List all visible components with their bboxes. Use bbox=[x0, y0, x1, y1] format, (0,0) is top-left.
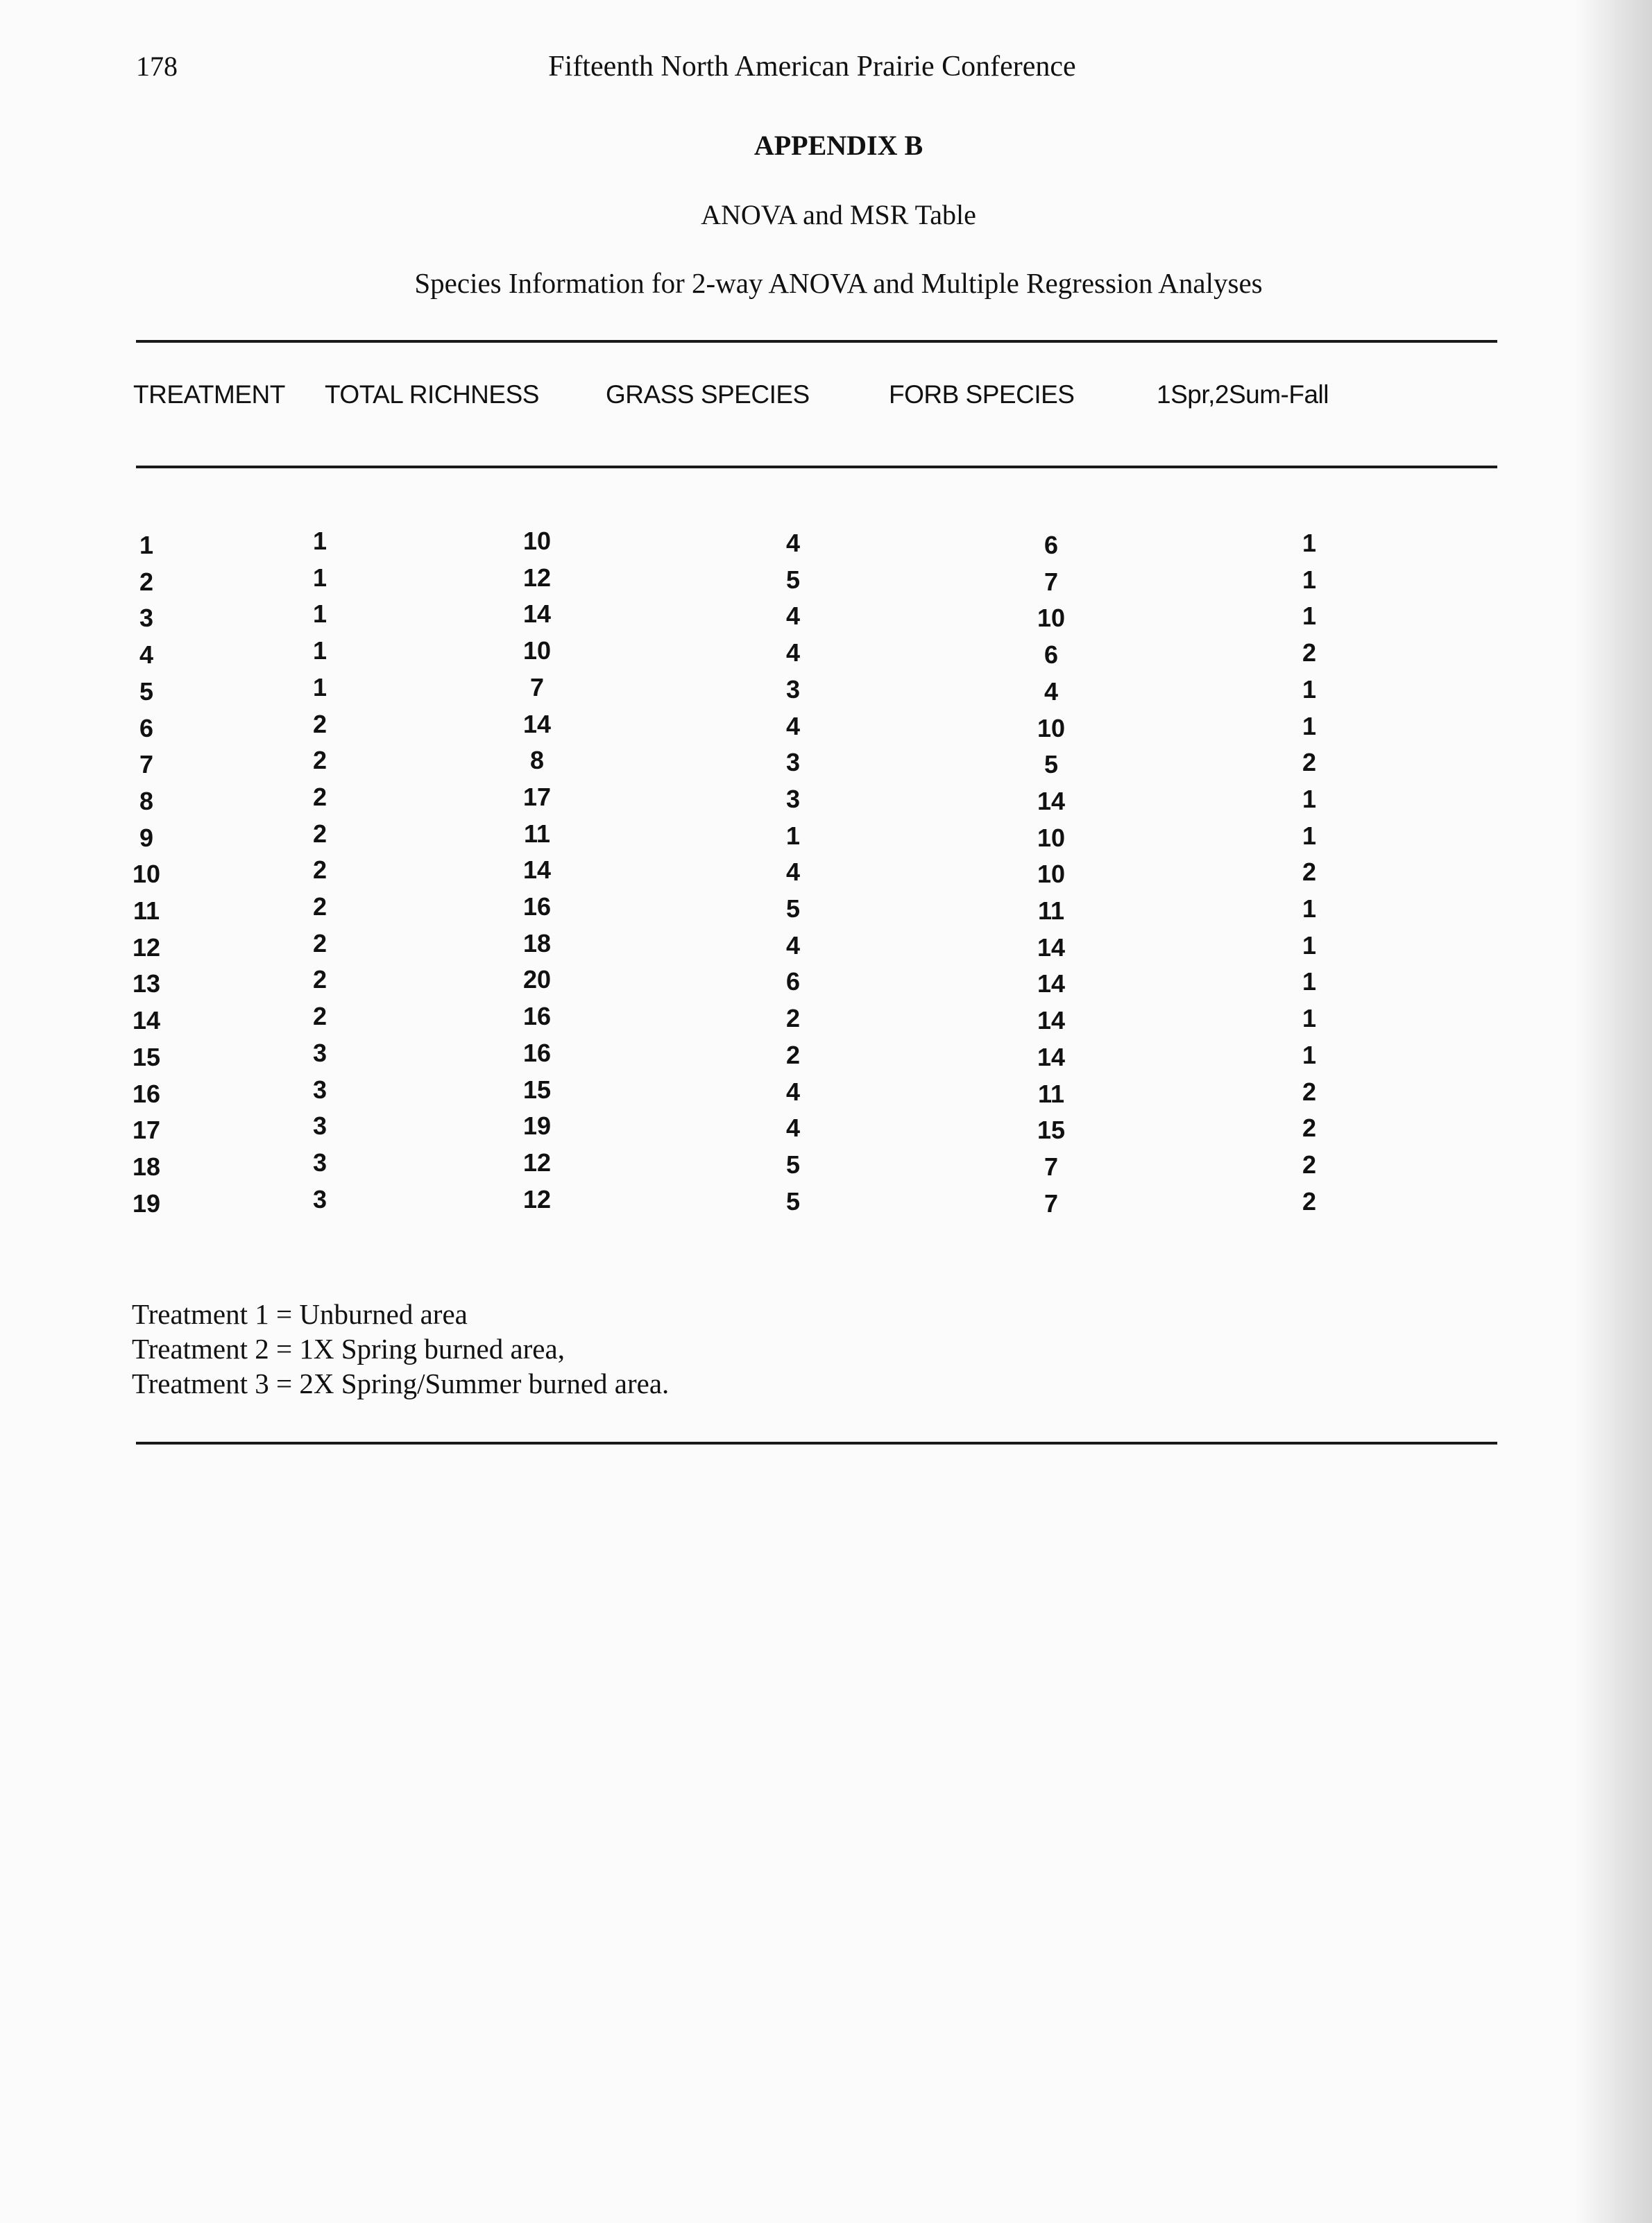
table-cell: 14 bbox=[1037, 932, 1066, 962]
table-cell: 12 bbox=[132, 932, 161, 962]
table-cell: 1 bbox=[312, 672, 327, 701]
table-cell: 1 bbox=[1302, 894, 1317, 923]
table-cell: 14 bbox=[1037, 786, 1066, 815]
table-cell: 4 bbox=[785, 1077, 801, 1106]
table-cell: 1 bbox=[1302, 565, 1317, 594]
table-cell: 17 bbox=[132, 1116, 161, 1145]
table-cell: 3 bbox=[312, 1148, 327, 1177]
table-cell: 15 bbox=[1037, 1116, 1066, 1145]
table-cell: 1 bbox=[785, 821, 801, 850]
table-cell: 1 bbox=[1302, 674, 1317, 704]
table-cell: 4 bbox=[139, 640, 154, 670]
table-cell: 2 bbox=[312, 819, 327, 848]
table-cell: 2 bbox=[1302, 1186, 1317, 1216]
table-cell: 3 bbox=[312, 1184, 327, 1213]
table-cell: 10 bbox=[1037, 823, 1066, 852]
table-cell: 2 bbox=[785, 1004, 801, 1033]
table-cell: 5 bbox=[139, 676, 154, 706]
column-header-treatment: TREATMENT bbox=[133, 380, 285, 409]
table-cell: 16 bbox=[522, 892, 552, 921]
treatment-note-2: Treatment 2 = 1X Spring burned area, bbox=[132, 1333, 565, 1365]
table-cell: 14 bbox=[522, 855, 552, 885]
table-cell: 1 bbox=[312, 636, 327, 665]
table-cell: 14 bbox=[1037, 969, 1066, 998]
table-subtitle: Species Information for 2-way ANOVA and Multiple Regression Analyses bbox=[414, 267, 1263, 299]
table-cell: 6 bbox=[139, 713, 154, 742]
table-cell: 2 bbox=[312, 892, 327, 921]
table-cell: 2 bbox=[1302, 748, 1317, 777]
table-cell: 1 bbox=[1302, 529, 1317, 557]
table-cell: 1 bbox=[139, 531, 154, 559]
column-header-grass-species: GRASS SPECIES bbox=[606, 380, 810, 409]
table-cell: 3 bbox=[139, 604, 154, 633]
table-cell: 2 bbox=[312, 855, 327, 885]
table-cell: 9 bbox=[139, 823, 154, 852]
table-cell: 3 bbox=[312, 1038, 327, 1067]
table-cell: 2 bbox=[312, 1002, 327, 1031]
table-cell: 4 bbox=[785, 930, 801, 960]
table-cell: 3 bbox=[312, 1075, 327, 1104]
table-cell: 3 bbox=[785, 784, 801, 813]
table-cell: 2 bbox=[1302, 638, 1317, 667]
table-bottom-rule bbox=[136, 1442, 1497, 1445]
table-cell: 1 bbox=[1302, 784, 1317, 813]
appendix-title: APPENDIX B bbox=[753, 130, 923, 161]
table-cell: 5 bbox=[785, 565, 801, 594]
table-cell: 2 bbox=[139, 567, 154, 596]
table-cell: 19 bbox=[132, 1189, 161, 1218]
table-cell: 16 bbox=[522, 1038, 552, 1067]
table-cell: 14 bbox=[1037, 1042, 1066, 1071]
page-edge-shadow bbox=[1576, 0, 1652, 2223]
table-cell: 10 bbox=[132, 860, 161, 889]
table-cell: 8 bbox=[529, 746, 545, 775]
table-cell: 2 bbox=[312, 928, 327, 957]
table-cell: 3 bbox=[785, 748, 801, 777]
table-cell: 2 bbox=[1302, 858, 1317, 887]
table-cell: 4 bbox=[785, 1114, 801, 1143]
table-cell: 12 bbox=[522, 563, 552, 592]
table-cell: 5 bbox=[785, 894, 801, 923]
table-cell: 10 bbox=[1037, 713, 1066, 742]
table-cell: 1 bbox=[1302, 1040, 1317, 1069]
table-cell: 8 bbox=[139, 786, 154, 815]
table-cell: 1 bbox=[312, 527, 327, 555]
table-cell: 1 bbox=[312, 563, 327, 592]
table-cell: 10 bbox=[1037, 860, 1066, 889]
table-cell: 20 bbox=[522, 965, 552, 994]
table-cell: 7 bbox=[1044, 567, 1059, 596]
table-cell: 4 bbox=[785, 711, 801, 740]
table-cell: 1 bbox=[1302, 711, 1317, 740]
table-cell: 12 bbox=[522, 1184, 552, 1213]
table-cell: 5 bbox=[785, 1186, 801, 1216]
table-cell: 7 bbox=[1044, 1189, 1059, 1218]
table-cell: 14 bbox=[1037, 1006, 1066, 1035]
table-cell: 2 bbox=[312, 782, 327, 811]
table-cell: 7 bbox=[139, 750, 154, 779]
table-cell: 10 bbox=[1037, 604, 1066, 633]
column-header-forb-species: FORB SPECIES bbox=[889, 380, 1075, 409]
table-cell: 15 bbox=[132, 1042, 161, 1071]
table-cell: 18 bbox=[522, 928, 552, 957]
table-cell: 2 bbox=[312, 709, 327, 738]
table-cell: 14 bbox=[522, 599, 552, 629]
table-cell: 3 bbox=[785, 674, 801, 704]
table-cell: 16 bbox=[522, 1002, 552, 1031]
table-cell: 2 bbox=[785, 1040, 801, 1069]
column-header-total-richness: TOTAL RICHNESS bbox=[325, 380, 539, 409]
treatment-note-1: Treatment 1 = Unburned area bbox=[132, 1298, 468, 1330]
table-cell: 2 bbox=[1302, 1150, 1317, 1179]
table-cell: 1 bbox=[1302, 821, 1317, 850]
table-cell: 15 bbox=[522, 1075, 552, 1104]
table-cell: 2 bbox=[312, 746, 327, 775]
table-cell: 12 bbox=[522, 1148, 552, 1177]
table-cell: 4 bbox=[785, 529, 801, 557]
table-cell: 13 bbox=[132, 969, 161, 998]
table-cell: 7 bbox=[1044, 1152, 1059, 1181]
table-top-rule bbox=[136, 340, 1497, 343]
table-cell: 7 bbox=[529, 672, 545, 701]
table-cell: 4 bbox=[1044, 676, 1059, 706]
table-cell: 11 bbox=[1037, 896, 1065, 925]
table-cell: 11 bbox=[523, 819, 551, 848]
table-cell: 2 bbox=[312, 965, 327, 994]
table-cell: 6 bbox=[1044, 531, 1059, 559]
table-cell: 14 bbox=[132, 1006, 161, 1035]
table-cell: 4 bbox=[785, 602, 801, 631]
table-cell: 3 bbox=[312, 1112, 327, 1141]
table-cell: 2 bbox=[1302, 1114, 1317, 1143]
table-cell: 1 bbox=[1302, 930, 1317, 960]
table-cell: 1 bbox=[1302, 967, 1317, 996]
table-cell: 19 bbox=[522, 1112, 552, 1141]
table-cell: 2 bbox=[1302, 1077, 1317, 1106]
table-cell: 5 bbox=[785, 1150, 801, 1179]
treatment-note-3: Treatment 3 = 2X Spring/Summer burned area. bbox=[132, 1368, 670, 1399]
column-header-season: 1Spr,2Sum-Fall bbox=[1157, 380, 1329, 409]
page-number: 178 bbox=[136, 51, 178, 82]
table-cell: 10 bbox=[522, 527, 552, 555]
running-header: Fifteenth North American Prairie Conference bbox=[548, 51, 1076, 83]
table-cell: 6 bbox=[1044, 640, 1059, 670]
table-header-rule bbox=[136, 466, 1497, 468]
table-cell: 1 bbox=[312, 599, 327, 629]
table-cell: 4 bbox=[785, 858, 801, 887]
table-cell: 14 bbox=[522, 709, 552, 738]
table-cell: 6 bbox=[785, 967, 801, 996]
table-title: ANOVA and MSR Table bbox=[701, 199, 976, 230]
table-cell: 1 bbox=[1302, 602, 1317, 631]
table-cell: 10 bbox=[522, 636, 552, 665]
table-cell: 5 bbox=[1044, 750, 1059, 779]
table-cell: 11 bbox=[1037, 1079, 1065, 1108]
table-cell: 16 bbox=[132, 1079, 161, 1108]
table-cell: 1 bbox=[1302, 1004, 1317, 1033]
table-cell: 18 bbox=[132, 1152, 161, 1181]
table-cell: 11 bbox=[133, 896, 160, 925]
table-cell: 4 bbox=[785, 638, 801, 667]
table-cell: 17 bbox=[522, 782, 552, 811]
